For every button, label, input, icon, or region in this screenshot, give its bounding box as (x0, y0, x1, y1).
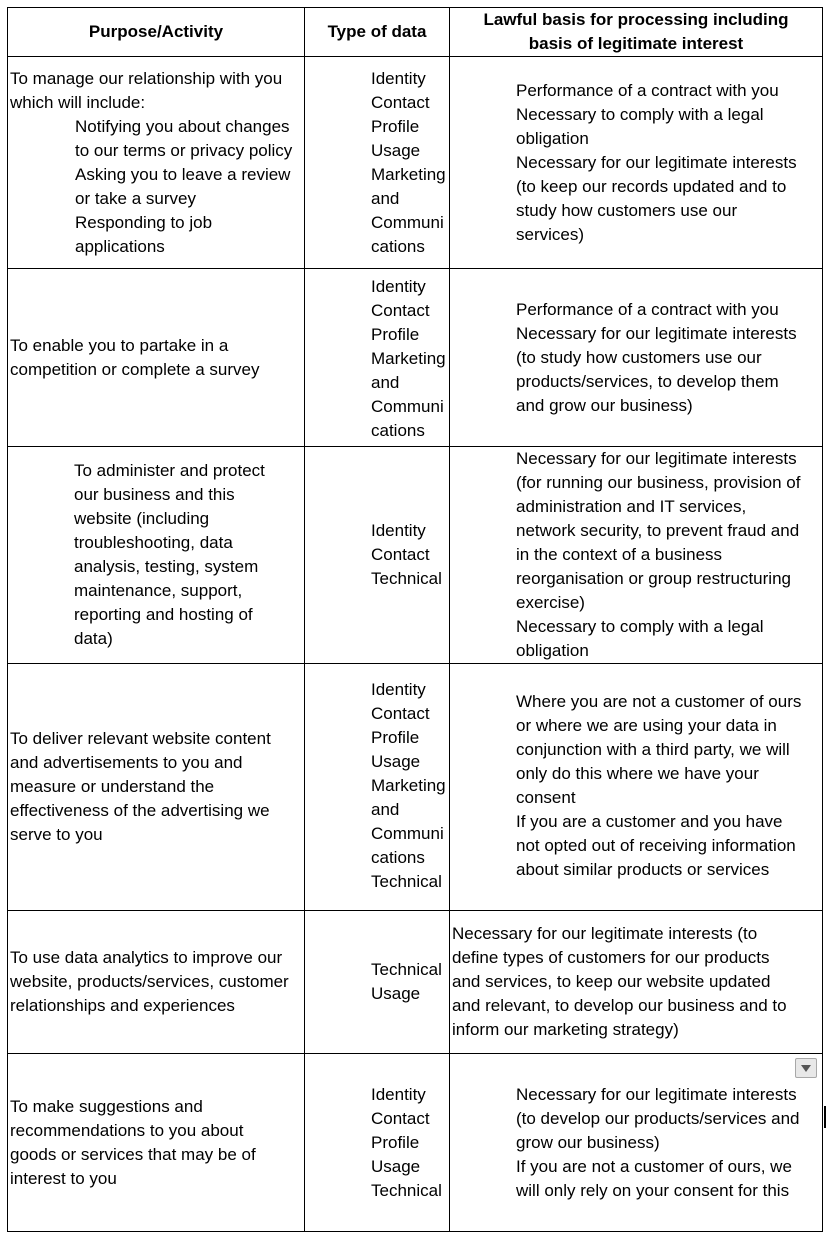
basis-line: services) (516, 225, 585, 244)
type-item: Communi (371, 397, 444, 416)
basis-line: Necessary for our legitimate interests (516, 324, 797, 343)
type-item: cations (371, 848, 425, 867)
basis-line: grow our business) (516, 1133, 660, 1152)
type-item: Marketing (371, 349, 446, 368)
type-item: and (371, 373, 400, 392)
basis-line: Necessary to comply with a legal (516, 617, 764, 636)
header-purpose: Purpose/Activity (8, 8, 305, 57)
purpose-line: effectiveness of the advertising we (10, 801, 270, 820)
basis-line: (for running our business, provision of (516, 473, 801, 492)
basis-cell (450, 269, 823, 447)
purpose-subitem-line: Responding to job (75, 213, 213, 232)
type-item: Communi (371, 824, 444, 843)
basis-line: conjunction with a third party, we will (516, 740, 790, 759)
purpose-subitem-line: or take a survey (75, 189, 196, 208)
purpose-line: and advertisements to you and (10, 753, 243, 772)
basis-line: (to study how customers use our (516, 348, 762, 367)
type-item: Identity (371, 521, 426, 540)
purpose-line: To manage our relationship with you (10, 69, 283, 88)
purpose-line: competition or complete a survey (10, 359, 260, 379)
basis-line: Necessary to comply with a legal (516, 105, 764, 124)
type-item: Profile (371, 325, 420, 344)
basis-line: define types of customers for our products (452, 948, 770, 967)
type-item: Identity (371, 680, 426, 699)
basis-line: (to keep our records updated and to (516, 177, 787, 196)
purpose-subitem-line: Notifying you about changes (75, 117, 290, 136)
purpose-line: To make suggestions and (10, 1096, 203, 1116)
purpose-cell (8, 911, 305, 1054)
purpose-line: interest to you (10, 1168, 117, 1188)
purpose-subitem-line: Asking you to leave a review (75, 165, 291, 184)
type-item: and (371, 189, 400, 208)
table-row (8, 911, 823, 1054)
type-item: Profile (371, 1133, 420, 1152)
basis-line: will only rely on your consent for this (516, 1181, 790, 1200)
basis-line: study how customers use our (516, 201, 738, 220)
basis-line: Where you are not a customer of ours (516, 692, 802, 711)
basis-line: and services, to keep our website updated (452, 972, 771, 991)
purpose-cell (8, 269, 305, 447)
basis-line: only do this where we have your (516, 764, 759, 783)
basis-line: reorganisation or group restructuring (516, 569, 791, 588)
basis-line: Necessary for our legitimate interests (516, 449, 797, 468)
type-item: Profile (371, 728, 420, 747)
basis-line: Performance of a contract with you (516, 81, 779, 100)
purpose-line: data) (74, 629, 113, 648)
basis-cell (450, 911, 823, 1054)
basis-line: inform our marketing strategy) (452, 1020, 679, 1039)
purpose-line: website, products/services, customer (10, 972, 289, 991)
type-item: Technical (371, 960, 442, 979)
basis-line: or where we are using your data in (516, 716, 777, 735)
header-lawful-basis (450, 8, 823, 57)
purpose-line: serve to you (10, 825, 103, 844)
purpose-cell (8, 447, 305, 664)
purpose-line: measure or understand the (10, 777, 215, 796)
type-cell (305, 57, 450, 269)
purpose-line: recommendations to you about (10, 1120, 244, 1140)
basis-line: (to develop our products/services and (516, 1109, 800, 1128)
basis-line: obligation (516, 129, 589, 148)
type-cell (305, 447, 450, 664)
purpose-line: To administer and protect (74, 461, 265, 480)
type-cell (305, 911, 450, 1054)
header-row (8, 8, 823, 57)
type-item: cations (371, 237, 425, 256)
basis-line: Necessary for our legitimate interests (516, 153, 797, 172)
purpose-line: To enable you to partake in a (10, 335, 229, 355)
lawful-basis-table (7, 7, 823, 1232)
type-item: Usage (371, 141, 421, 160)
purpose-cell (8, 664, 305, 911)
basis-line: Necessary for our legitimate interests (to (452, 924, 758, 943)
basis-line: If you are a customer and you have (516, 812, 783, 831)
type-item: Contact (371, 545, 430, 564)
type-item: Contact (371, 93, 430, 112)
table-row (8, 1054, 823, 1232)
type-item: Contact (371, 301, 430, 320)
type-item: Usage (371, 1157, 421, 1176)
purpose-line: relationships and experiences (10, 996, 235, 1015)
purpose-line: website (including (74, 509, 210, 528)
basis-line: not opted out of receiving information (516, 836, 796, 855)
table-row (8, 57, 823, 269)
type-cell (305, 664, 450, 911)
header-lawful-basis-line: Lawful basis for processing including (483, 10, 789, 29)
basis-line: consent (516, 788, 576, 807)
purpose-line: maintenance, support, (74, 581, 243, 600)
basis-cell (450, 1054, 823, 1232)
purpose-line: our business and this (74, 485, 235, 504)
chevron-down-icon[interactable] (795, 1058, 817, 1078)
basis-line: network security, to prevent fraud and (516, 521, 800, 540)
header-type: Type of data (305, 8, 450, 57)
basis-line: products/services, to develop them (516, 372, 779, 391)
basis-line: exercise) (516, 593, 585, 612)
type-item: Identity (371, 69, 426, 88)
type-item: Technical (371, 1181, 442, 1200)
type-cell (305, 269, 450, 447)
type-cell (305, 1054, 450, 1232)
type-item: and (371, 800, 400, 819)
basis-cell (450, 664, 823, 911)
basis-line: and grow our business) (516, 396, 693, 415)
purpose-line: goods or services that may be of (10, 1144, 256, 1164)
basis-cell (450, 447, 823, 664)
purpose-line: which will include: (10, 93, 146, 112)
purpose-line: analysis, testing, system (74, 557, 259, 576)
purpose-subitem-line: applications (75, 237, 165, 256)
text-cursor-icon (824, 1106, 826, 1128)
purpose-line: reporting and hosting of (74, 605, 253, 624)
type-item: Technical (371, 569, 442, 588)
type-item: Communi (371, 213, 444, 232)
table-row (8, 447, 823, 664)
basis-cell (450, 57, 823, 269)
purpose-cell (8, 1054, 305, 1232)
basis-line: about similar products or services (516, 860, 770, 879)
type-item: Usage (371, 752, 421, 771)
type-item: Marketing (371, 165, 446, 184)
basis-line: Performance of a contract with you (516, 300, 779, 319)
type-item: Profile (371, 117, 420, 136)
purpose-line: To use data analytics to improve our (10, 948, 283, 967)
basis-line: Necessary for our legitimate interests (516, 1085, 797, 1104)
basis-line: If you are not a customer of ours, we (516, 1157, 792, 1176)
purpose-line: To deliver relevant website content (10, 729, 271, 748)
type-item: Identity (371, 277, 426, 296)
table-row (8, 269, 823, 447)
type-item: Technical (371, 872, 442, 891)
type-item: Contact (371, 704, 430, 723)
purpose-subitem-line: to our terms or privacy policy (75, 141, 293, 160)
basis-line: obligation (516, 641, 589, 660)
basis-line: and relevant, to develop our business and to (452, 996, 787, 1015)
purpose-cell (8, 57, 305, 269)
purpose-line: troubleshooting, data (74, 533, 233, 552)
table-row (8, 664, 823, 911)
type-item: cations (371, 421, 425, 440)
type-item: Usage (371, 984, 421, 1003)
header-lawful-basis-line: basis of legitimate interest (528, 34, 744, 53)
basis-line: administration and IT services, (516, 497, 747, 516)
type-item: Marketing (371, 776, 446, 795)
type-item: Contact (371, 1109, 430, 1128)
type-item: Identity (371, 1085, 426, 1104)
basis-line: in the context of a business (516, 545, 723, 564)
